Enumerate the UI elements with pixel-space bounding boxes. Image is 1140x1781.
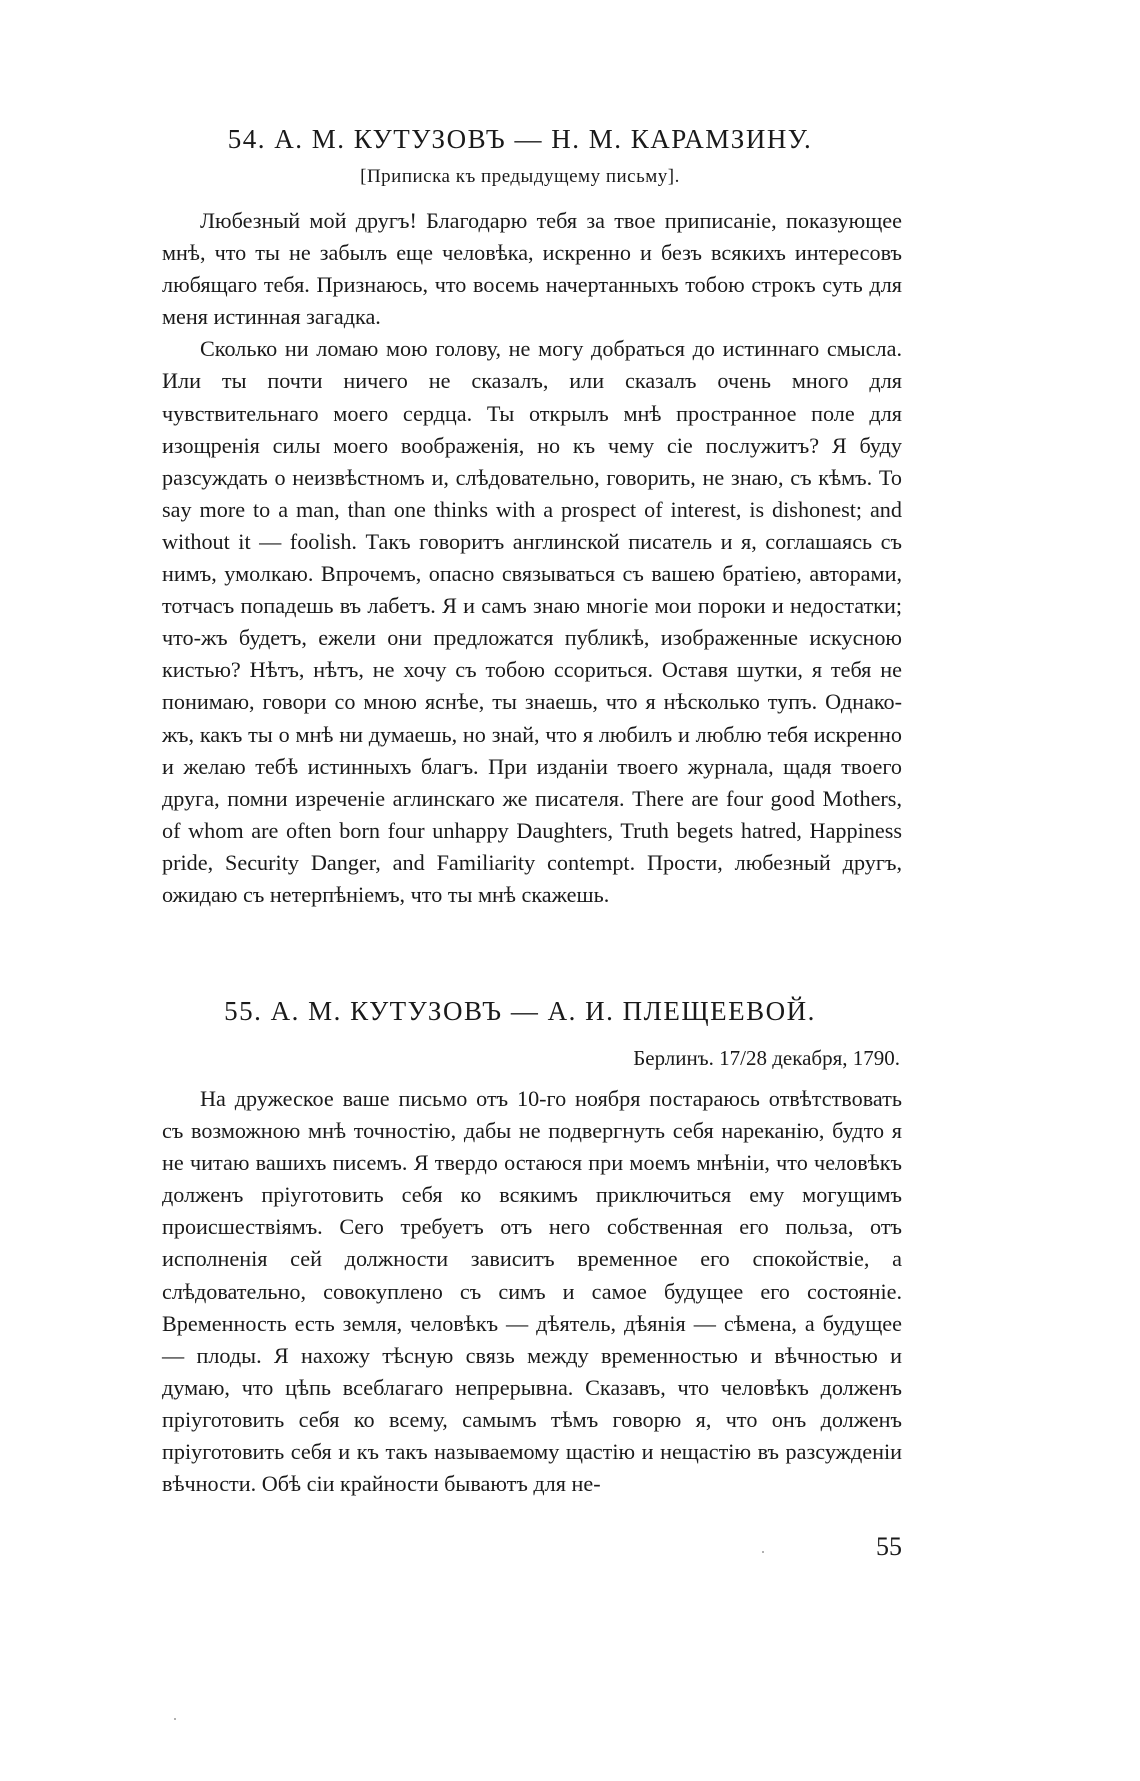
letter-54-body bbox=[162, 205, 902, 911]
letter-55-title: 55. А. М. КУТУЗОВЪ — А. И. ПЛЕЩЕЕВОЙ. bbox=[224, 996, 816, 1026]
letter-54-subtitle: [Приписка къ предыдущему письму]. bbox=[360, 166, 680, 187]
scan-speck bbox=[762, 1551, 764, 1553]
letter-54-title: 54. А. М. КУТУЗОВЪ — Н. М. КАРАМЗИНУ. bbox=[227, 124, 813, 154]
letter-55-body bbox=[162, 1083, 902, 1500]
letter-55-dateline: Берлинъ. 17/28 декабря, 1790. bbox=[633, 1046, 900, 1070]
scan-speck bbox=[174, 1718, 176, 1720]
letter-54-paragraph-2: Сколько ни ломаю мою голову, не могу добраться до истиннаго смысла. Или ты почти ничего не сказалъ, или сказалъ очень много для чувствительнаго моего сердца. Ты открылъ мнѣ пространное поле для изощренія силы моего воображенія, но къ чему сіе послужитъ? Я буду разсуждать о неизвѣстномъ и, слѣдовательно, говорить, не знаю, съ кѣмъ. To say more to a man, than one thinks with a prospect of interest, is dishonest; and without it — foolish. Такъ говоритъ англинской писатель и я, соглашаясь съ нимъ, умолкаю. Впрочемъ, опасно связываться съ вашею братіею, авторами, тотчасъ попадешь въ лабетъ. Я и самъ знаю многіе мои пороки и недостатки; что-жъ будетъ, ежели они предложатся публикѣ, изображенные искусною кистью? Нѣтъ, нѣтъ, не хочу съ тобою ссориться. Оставя шутки, я тебя не понимаю, говори со мною яснѣе, ты знаешь, что я нѣсколько тупъ. Однако-жъ, какъ ты о мнѣ ни думаешь, но знай, что я любилъ и люблю тебя искренно и желаю тебѣ истинныхъ благъ. При изданіи твоего журнала, щадя твоего друга, помни изреченіе аглинскаго же писателя. There are four good Mothers, of whom are often born four unhappy Daughters, Truth begets hatred, Happiness pride, Security Danger, and Familiarity contempt. Прости, любезный другъ, ожидаю съ нетерпѣніемъ, что ты мнѣ скажешь. bbox=[162, 336, 902, 907]
page-number: 55 bbox=[876, 1532, 902, 1561]
letter-54-paragraph-1: Любезный мой другъ! Благодарю тебя за твое приписаніе, показующее мнѣ, что ты не забылъ еще человѣка, искренно и безъ всякихъ интересовъ любящаго тебя. Признаюсь, что восемь начертанныхъ тобою строкъ суть для меня истинная загадка. bbox=[162, 208, 902, 330]
letter-55-paragraph-1: На дружеское ваше письмо отъ 10-го ноября постараюсь отвѣтствовать съ возможною мнѣ точностію, дабы не подвергнуть себя нареканію, будто я не читаю вашихъ писемъ. Я твердо остаюся при моемъ мнѣніи, что человѣкъ долженъ пріуготовить себя ко всякимъ приключиться ему могущимъ происшествіямъ. Сего требуетъ отъ него собственная его польза, отъ исполненія сей должности зависитъ временное его спокойствіе, а слѣдовательно, совокуплено съ симъ и самое будущее его состояніе. Временность есть земля, человѣкъ — дѣятель, дѣянія — сѣмена, а будущее — плоды. Я нахожу тѣсную связь между временностью и вѣчностью и думаю, что цѣпь всеблагаго непрерывна. Сказавъ, что человѣкъ долженъ пріуготовить себя ко всему, самымъ тѣмъ говорю я, что онъ долженъ пріуготовить себя и къ такъ называемому щастію и нещастію въ разсужденіи вѣчности. Обѣ сіи крайности бываютъ для не- bbox=[162, 1086, 902, 1497]
